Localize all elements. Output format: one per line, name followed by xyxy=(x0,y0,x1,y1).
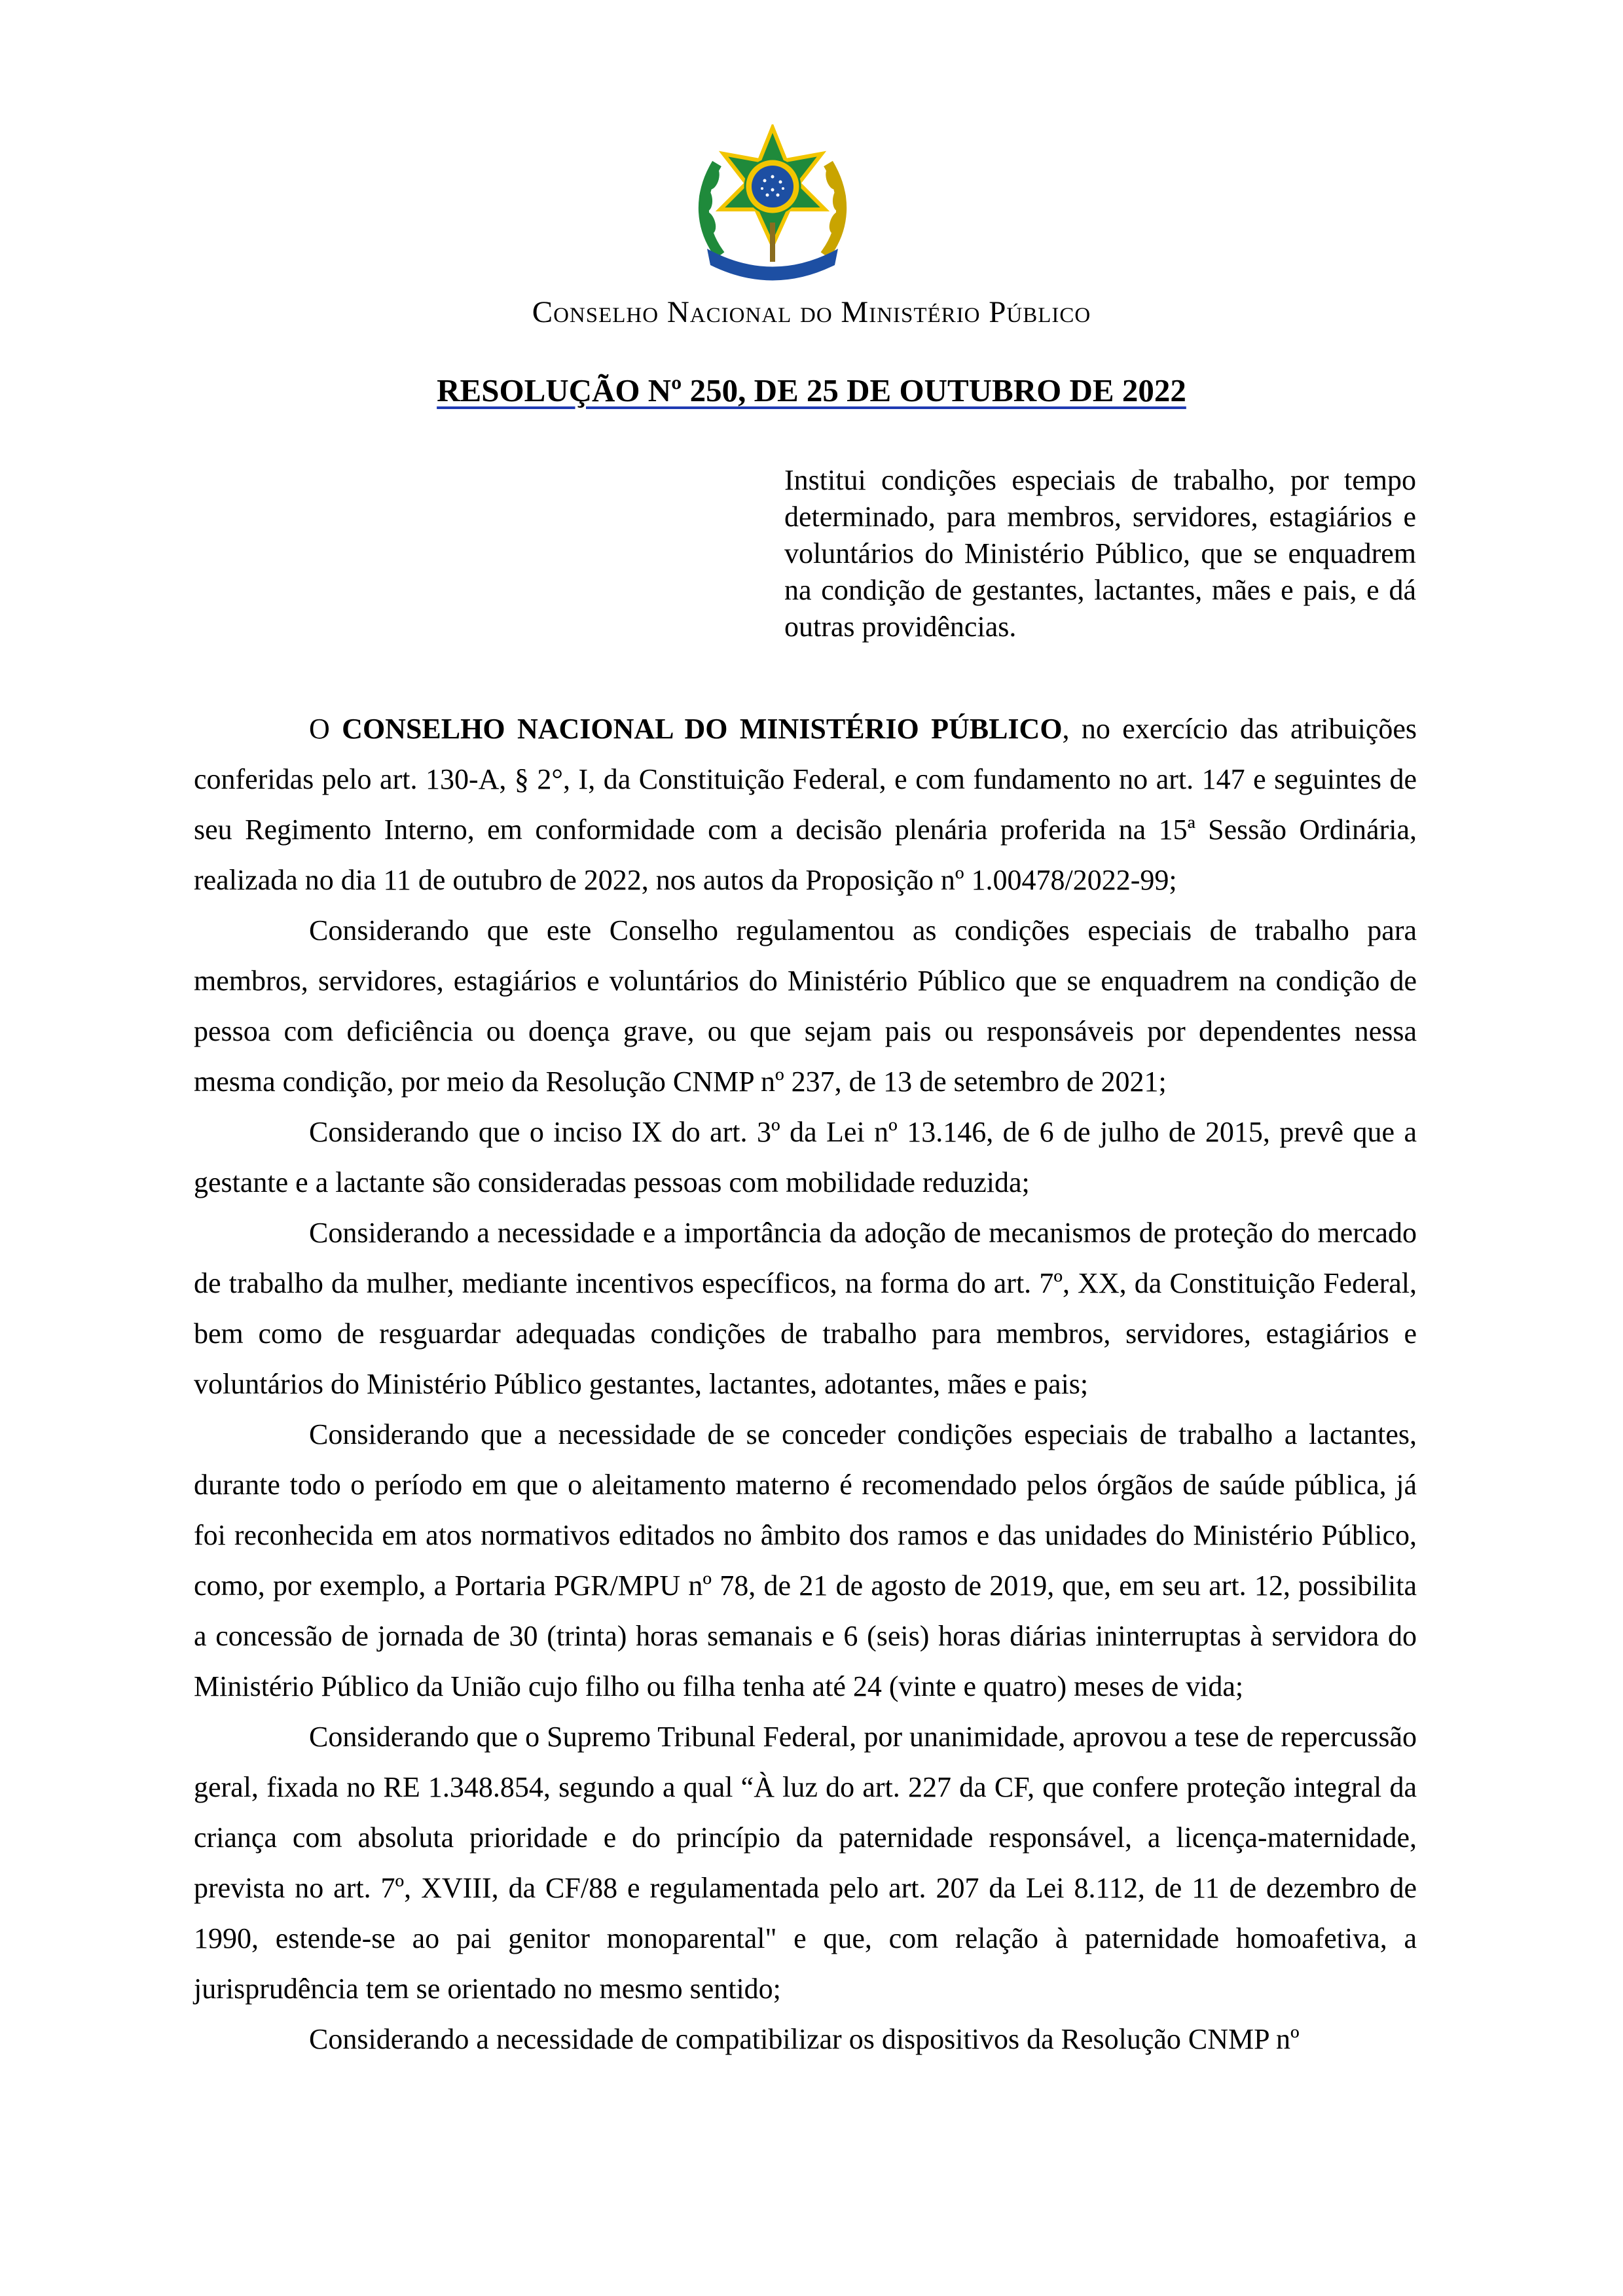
resolution-title-text: RESOLUÇÃO Nº 250, DE 25 DE OUTUBRO DE 2022 xyxy=(437,372,1186,408)
considerando-paragraph: Considerando que este Conselho regulamentou as condições especiais de trabalho para membros, servidores, estagiários e voluntários do Ministério Público que se enquadrem na condição de pessoa com deficiência ou doença grave, ou que sejam pais ou responsáveis por dependentes nessa mesma condição, por meio da Resolução CNMP nº 237, de 13 de setembro de 2021; xyxy=(194,914,1417,1098)
council-name: Conselho Nacional do Ministério Público xyxy=(532,295,1091,329)
considerando-paragraph: Considerando que o inciso IX do art. 3º da Lei nº 13.146, de 6 de julho de 2015, prevê que a gestante e a lactante são consideradas pessoas com mobilidade reduzida; xyxy=(194,1116,1417,1198)
considerando-paragraph: Considerando a necessidade de compatibilizar os dispositivos da Resolução CNMP nº xyxy=(309,2023,1300,2055)
preamble-council-name: CONSELHO NACIONAL DO MINISTÉRIO PÚBLICO xyxy=(342,713,1063,745)
ementa: Institui condições especiais de trabalho, por tempo determinado, para membros, servidores, estagiários e voluntários do Ministério Público, que se enquadrem na condição de gestantes, lactantes, mães e pais, e dá outras providências. xyxy=(784,464,1416,643)
considerando-paragraph: Considerando que o Supremo Tribunal Federal, por unanimidade, aprovou a tese de repercussão geral, fixada no RE 1.348.854, segundo a qual “À luz do art. 227 da CF, que confere proteção integral da criança com absoluta prioridade e do princípio da paternidade responsável, a licença-maternidade, prevista no art. 7º, XVIII, da CF/88 e regulamentada pelo art. 207 da Lei 8.112, de 11 de dezembro de 1990, estende-se ao pai genitor monoparental" e que, com relação à paternidade homoafetiva, a jurisprudência tem se orientado no mesmo sentido; xyxy=(194,1721,1417,2005)
considerando-paragraph: Considerando a necessidade e a importância da adoção de mecanismos de proteção do mercado de trabalho da mulher, mediante incentivos específicos, na forma do art. 7º, XX, da Constituição Federal, bem como de resguardar adequadas condições de trabalho para membros, servidores, estagiários e voluntários do Ministério Público gestantes, lactantes, adotantes, mães e pais; xyxy=(194,1217,1417,1400)
coat-of-arms-emblem xyxy=(694,124,851,285)
resolution-body xyxy=(194,704,1417,2064)
considerando-paragraph: Considerando que a necessidade de se conceder condições especiais de trabalho a lactantes, durante todo o período em que o aleitamento materno é recomendado pelos órgãos de saúde pública, já foi reconhecida em atos normativos editados no âmbito dos ramos e das unidades do Ministério Público, como, por exemplo, a Portaria PGR/MPU nº 78, de 21 de agosto de 2019, que, em seu art. 12, possibilita a concessão de jornada de 30 (trinta) horas semanais e 6 (seis) horas diárias ininterruptas à servidora do Ministério Público da União cujo filho ou filha tenha até 24 (vinte e quatro) meses de vida; xyxy=(194,1418,1417,1702)
preamble-paragraph xyxy=(194,704,1417,905)
preamble-prefix: O xyxy=(309,713,342,745)
preamble-rest: , no exercício das atribuições conferidas pelo art. 130-A, § 2°, I, da Constituição Federal, e com fundamento no art. 147 e seguintes de seu Regimento Interno, em conformidade com a decisão plenária proferida na 15ª Sessão Ordinária, realizada no dia 11 de outubro de 2022, nos autos da Proposição nº 1.00478/2022-99; xyxy=(194,713,1417,896)
resolution-title xyxy=(0,372,1623,409)
